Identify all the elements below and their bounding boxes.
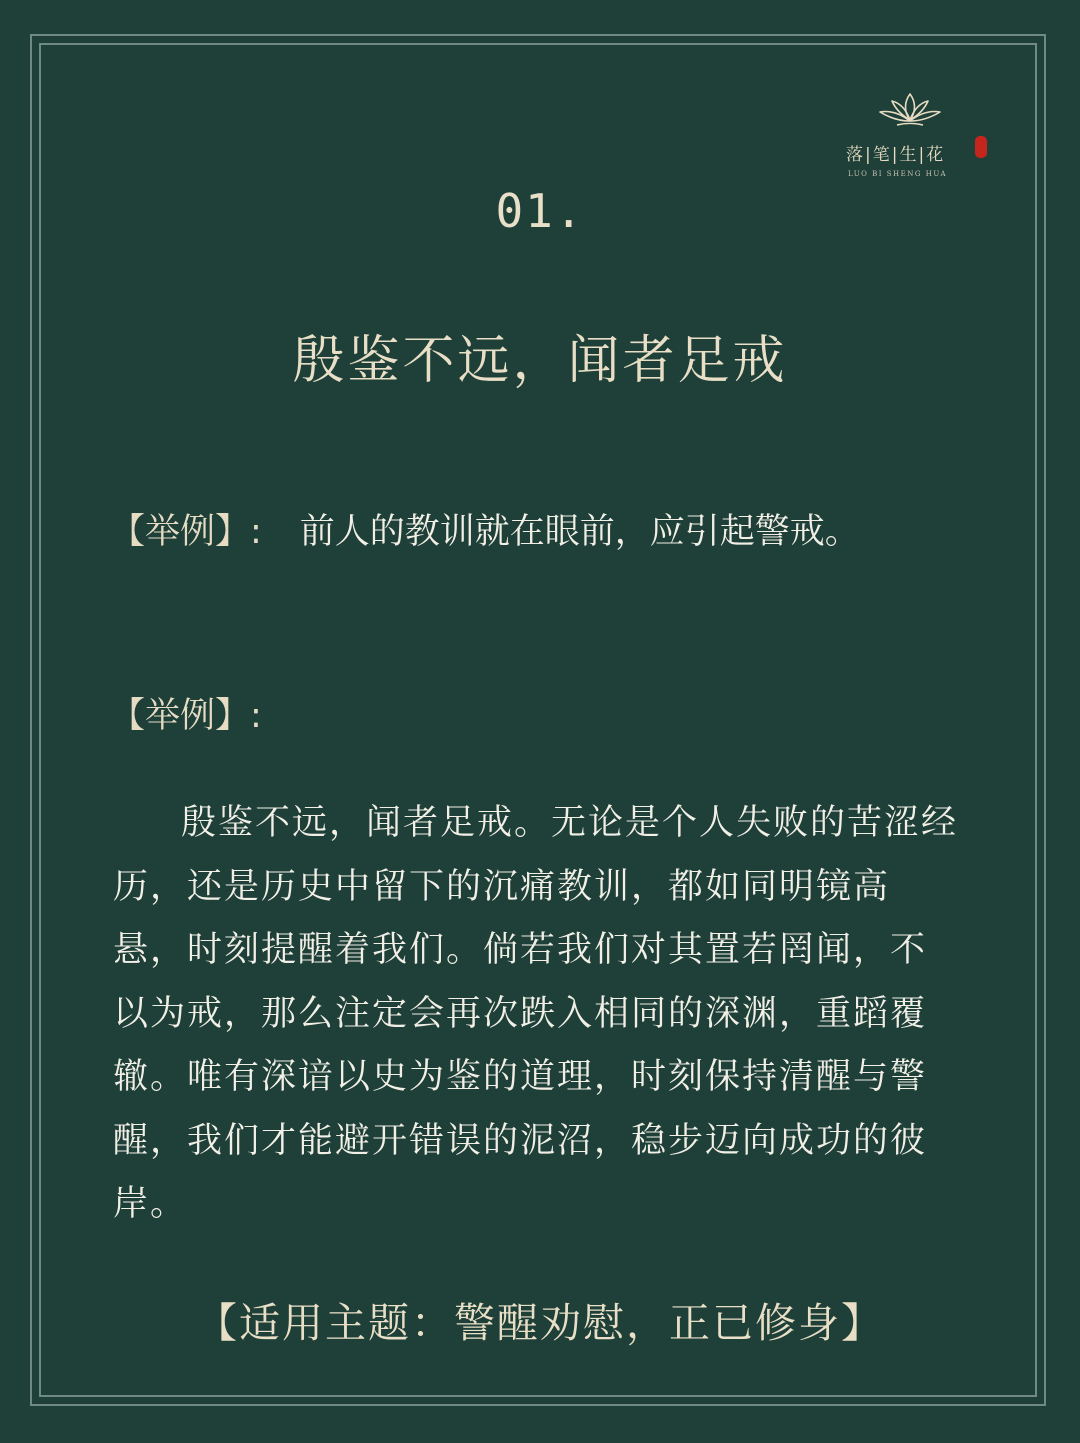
brand-logo xyxy=(842,88,992,180)
lotus-icon xyxy=(875,88,945,134)
logo-latin: LUO BI SHENG HUA xyxy=(848,170,948,178)
section-number: 01. xyxy=(495,184,585,238)
example-label: 【举例】: xyxy=(110,512,262,552)
red-seal-stamp xyxy=(975,136,987,158)
example-two-label: 【举例】: xyxy=(110,696,262,736)
example-text: 前人的教训就在眼前，应引起警戒。 xyxy=(299,512,860,552)
theme-line: 【适用主题：警醒劝慰，正已修身】 xyxy=(196,1299,884,1347)
page-title: 殷鉴不远，闻者足戒 xyxy=(292,331,788,391)
example-one xyxy=(110,504,860,554)
body-paragraph: 殷鉴不远，闻者足戒。无论是个人失败的苦涩经历，还是历史中留下的沉痛教训，都如同明镜高悬，时刻提醒着我们。倘若我们对其置若罔闻，不以为戒，那么注定会再次跌入相同的深渊，重蹈覆辙。唯有深谙以史为鉴的道理，时刻保持清醒与警醒，我们才能避开错误的泥沼，稳步迈向成功的彼岸。 xyxy=(113,803,959,1224)
logo-chars: 落|笔|生|花 xyxy=(846,145,946,165)
